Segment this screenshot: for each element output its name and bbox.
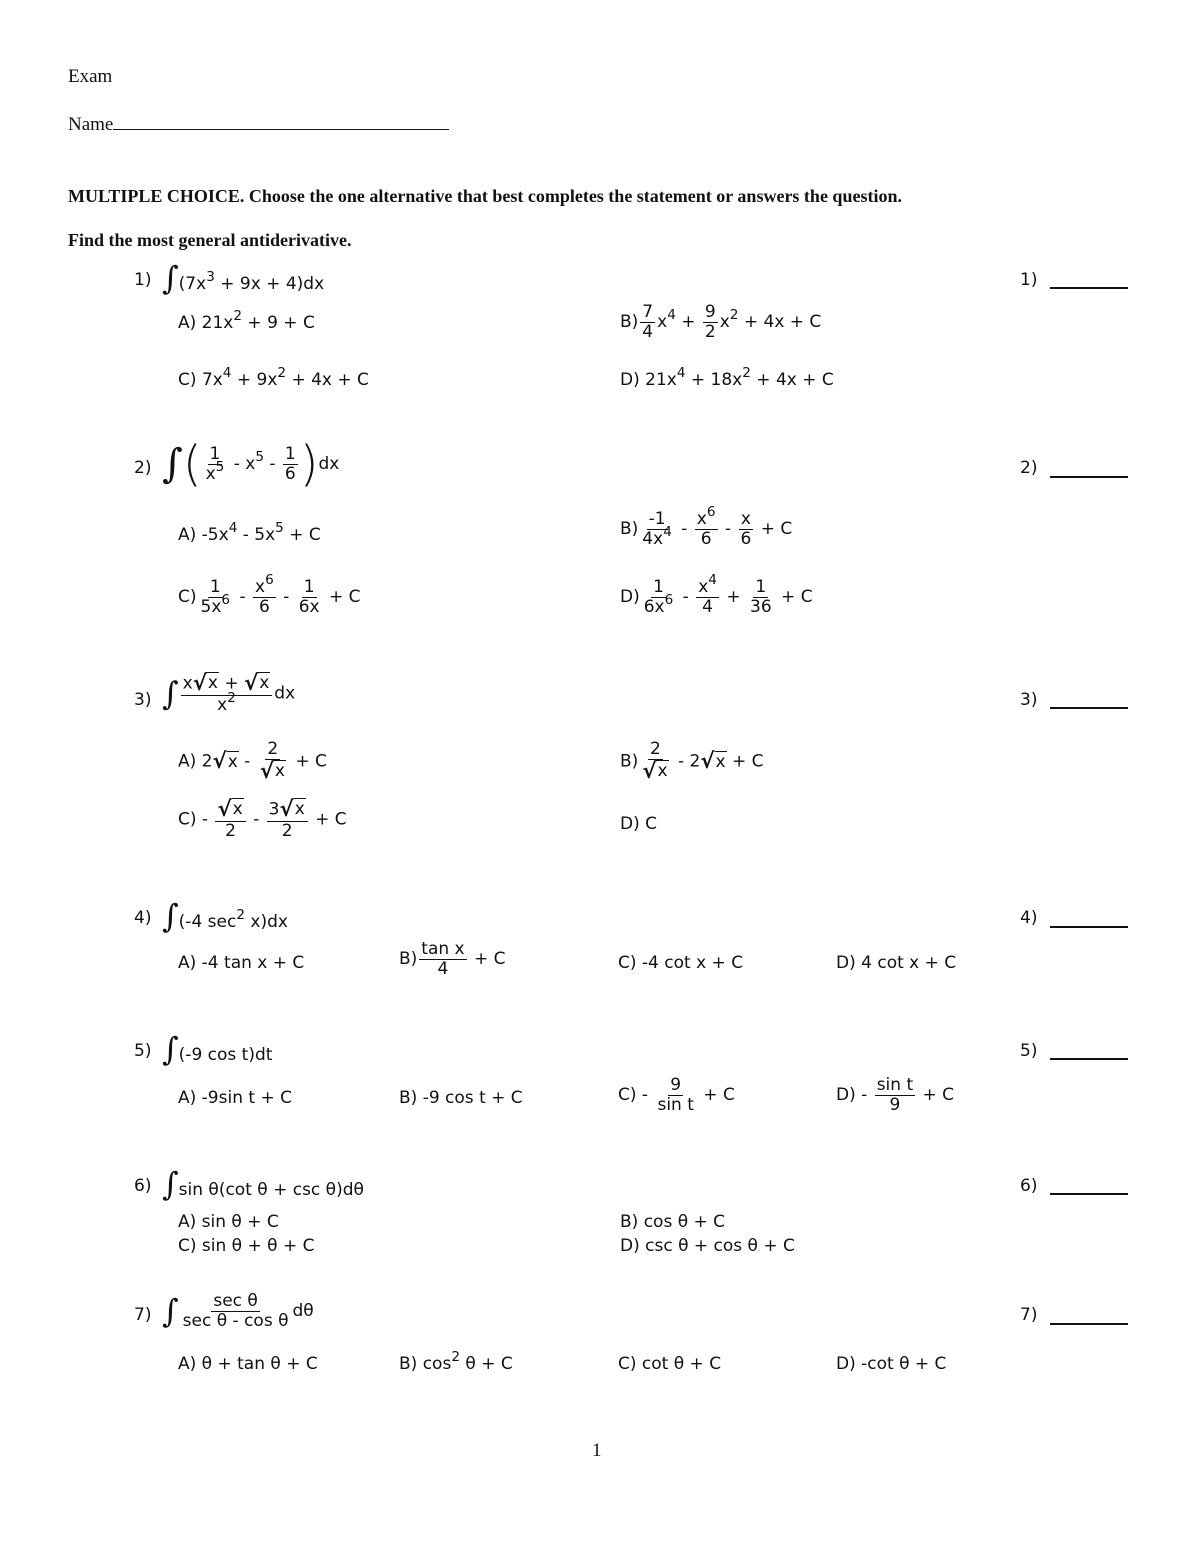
choice-c[interactable]: C) $\frac{1}{5x^6}$ - $\frac{x^6}{6}$ - $\frac{1}{6x}$ + C [178,571,361,617]
answer-blank[interactable] [1050,926,1128,928]
choice-b[interactable]: B) $\frac{\text{tan x}}{4}$ + C [399,939,506,979]
choice-d[interactable]: D) 4 cot x + C [836,953,957,973]
answer-label: 6) [1020,1176,1038,1196]
choice-b[interactable]: B) cos θ + C [620,1212,726,1232]
choice-a[interactable]: A) $21x^2 + 9 + C$ [178,307,315,333]
question-number: 2) [134,458,152,478]
answer-label: 5) [1020,1041,1038,1061]
question-6-integral: ∫sin θ(cot θ + csc θ)dθ [162,1165,364,1203]
choice-a[interactable]: A) sin θ + C [178,1212,279,1232]
question-1-integral: $\int(7x^3 + 9x + 4)dx$ [162,259,325,297]
question-number: 5) [134,1041,152,1061]
choice-a[interactable]: A) -4 tan x + C [178,953,305,973]
answer-label: 4) [1020,908,1038,928]
choice-d[interactable]: D) - $\frac{\text{sin t}}{9}$ + C [836,1075,955,1115]
choice-a[interactable]: A) θ + tan θ + C [178,1354,318,1374]
question-number: 4) [134,908,152,928]
question-5-integral: ∫(-9 cos t)dt [162,1030,273,1068]
answer-label: 7) [1020,1305,1038,1325]
choice-d[interactable]: D) C [620,814,658,834]
answer-blank[interactable] [1050,1323,1128,1325]
section-heading: Find the most general antiderivative. [68,230,352,250]
choice-d[interactable]: D) $21x^4 + 18x^2 + 4x + C$ [620,364,834,390]
mc-instructions: MULTIPLE CHOICE. Choose the one alternative that best completes the statement or answers the question. [68,186,902,206]
choice-a[interactable]: A) $-5x^4 - 5x^5 + C$ [178,519,321,545]
name-label: Name [68,114,114,135]
answer-blank[interactable] [1050,1193,1128,1195]
choice-c[interactable]: C) sin θ + θ + C [178,1236,315,1256]
answer-blank[interactable] [1050,287,1128,289]
choice-b[interactable]: B) -9 cos t + C [399,1088,523,1108]
question-7-integral: ∫ $\frac{\text{sec θ}}{\text{sec θ - cos θ}}$ dθ [162,1291,314,1331]
question-4-integral: ∫(-4 $\sec^2 x)dx$ [162,897,288,935]
name-line [113,129,449,130]
choice-b[interactable]: B) $\cos^2 \theta + C$ [399,1348,513,1374]
question-2-integral: ∫( $\frac{1}{x^5}$ - $x^5$ - $\frac{1}{6}$ )dx [162,436,340,492]
question-number: 3) [134,690,152,710]
page-number: 1 [592,1440,602,1461]
answer-blank[interactable] [1050,476,1128,478]
choice-b[interactable]: B) $\frac{7}{4}$ $x^4$ + $\frac{9}{2}$ $x^2 + 4x + C$ [620,302,822,342]
answer-blank[interactable] [1050,707,1128,709]
exam-title: Exam [68,66,113,87]
choice-d[interactable]: D) -cot θ + C [836,1354,947,1374]
choice-c[interactable]: C) -4 cot x + C [618,953,744,973]
choice-c[interactable]: C) $7x^4 + 9x^2 + 4x + C$ [178,364,369,390]
question-number: 1) [134,270,152,290]
choice-d[interactable]: D) $\frac{1}{6x^6}$ - $\frac{x^4}{4}$ + $\frac{1}{36}$ + C [620,571,813,617]
question-number: 6) [134,1176,152,1196]
answer-label: 1) [1020,270,1038,290]
choice-a[interactable]: A) 2√x - $\frac{2}{√x}$ + C [178,739,327,784]
choice-c[interactable]: C) cot θ + C [618,1354,722,1374]
question-number: 7) [134,1305,152,1325]
answer-label: 2) [1020,458,1038,478]
name-field[interactable] [68,114,449,136]
choice-b[interactable]: B) $\frac{-1}{4x^4}$ - $\frac{x^6}{6}$ - $\frac{x}{6}$ + C [620,503,793,549]
choice-b[interactable]: B) $\frac{2}{√x}$ - 2√x + C [620,739,764,784]
choice-c[interactable]: C) - $\frac{√x}{2}$ - $\frac{3√x}{2}$ + C [178,797,347,842]
choice-c[interactable]: C) - $\frac{9}{\text{sin t}}$ + C [618,1075,735,1115]
choice-d[interactable]: D) csc θ + cos θ + C [620,1236,795,1256]
answer-blank[interactable] [1050,1058,1128,1060]
question-3-integral: ∫ $\frac{x√x + √x}{x^2}$ dx [162,671,296,716]
choice-a[interactable]: A) -9sin t + C [178,1088,292,1108]
answer-label: 3) [1020,690,1038,710]
